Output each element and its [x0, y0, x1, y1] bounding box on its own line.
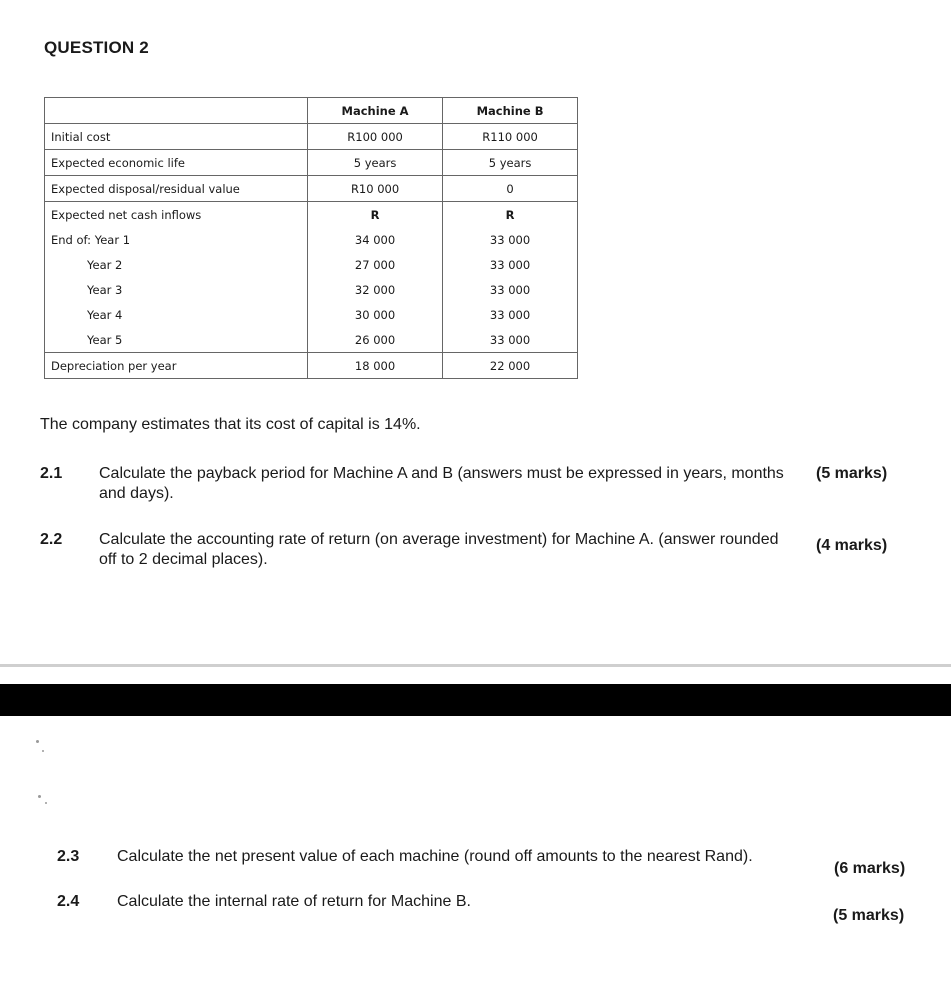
- question-item: [57, 892, 917, 922]
- machine-b-value: 33 000: [443, 302, 578, 327]
- machine-a-value: 32 000: [308, 277, 443, 302]
- question-marks: (5 marks): [833, 907, 905, 924]
- question-number: 2.2: [40, 531, 63, 548]
- table-row: [45, 150, 578, 176]
- row-label: Year 2: [45, 252, 308, 277]
- machine-b-value: 33 000: [443, 227, 578, 252]
- machine-a-value: 18 000: [308, 353, 443, 379]
- redaction-bar: [0, 684, 951, 716]
- cost-of-capital-statement: The company estimates that its cost of capital is 14%.: [40, 416, 421, 433]
- table-row: [45, 327, 578, 353]
- machine-b-value: 0: [443, 176, 578, 202]
- question-number: 2.3: [57, 848, 80, 865]
- row-label: Expected economic life: [45, 150, 308, 176]
- machine-comparison-table: [44, 97, 578, 379]
- row-label: Initial cost: [45, 124, 308, 150]
- row-label: End of: Year 1: [45, 227, 308, 252]
- table-header-row: [45, 98, 578, 124]
- machine-b-value: 33 000: [443, 252, 578, 277]
- question-marks: (6 marks): [834, 860, 906, 877]
- scan-speck: [38, 795, 41, 798]
- machine-a-value: 30 000: [308, 302, 443, 327]
- question-marks: (5 marks): [816, 465, 888, 482]
- scan-speck: [36, 740, 39, 743]
- question-marks: (4 marks): [816, 537, 888, 554]
- machine-b-value: 33 000: [443, 277, 578, 302]
- question-text: Calculate the accounting rate of return (on average investment) for Machine A. (answer rounded off to 2 decimal places).: [99, 531, 779, 568]
- question-item: [40, 530, 900, 574]
- table-row: [45, 176, 578, 202]
- machine-a-value: R: [308, 202, 443, 228]
- question-heading: QUESTION 2: [44, 38, 149, 57]
- table-row: [45, 302, 578, 327]
- scan-speck: [42, 750, 44, 752]
- machine-b-value: 22 000: [443, 353, 578, 379]
- row-label: Expected disposal/residual value: [45, 176, 308, 202]
- machine-b-value: 33 000: [443, 327, 578, 353]
- table-row: [45, 252, 578, 277]
- table-row: [45, 124, 578, 150]
- machine-a-value: 5 years: [308, 150, 443, 176]
- machine-b-value: R: [443, 202, 578, 228]
- header-machine-a: Machine A: [308, 98, 443, 124]
- question-item: [57, 847, 917, 877]
- scan-speck: [45, 802, 47, 804]
- row-label: Expected net cash inflows: [45, 202, 308, 228]
- table-row: [45, 227, 578, 252]
- row-label: Year 5: [45, 327, 308, 353]
- question-number: 2.1: [40, 465, 63, 482]
- machine-b-value: 5 years: [443, 150, 578, 176]
- page-divider: [0, 664, 951, 667]
- table-row: [45, 202, 578, 228]
- machine-a-value: 26 000: [308, 327, 443, 353]
- row-label: Year 3: [45, 277, 308, 302]
- machine-a-value: 27 000: [308, 252, 443, 277]
- machine-a-value: 34 000: [308, 227, 443, 252]
- question-text: Calculate the internal rate of return for Machine B.: [117, 893, 471, 910]
- row-label: Depreciation per year: [45, 353, 308, 379]
- table-row: [45, 277, 578, 302]
- machine-a-value: R10 000: [308, 176, 443, 202]
- table-row: [45, 353, 578, 379]
- machine-a-value: R100 000: [308, 124, 443, 150]
- header-blank: [45, 98, 308, 124]
- question-item: [40, 464, 900, 508]
- header-machine-b: Machine B: [443, 98, 578, 124]
- question-text: Calculate the payback period for Machine A and B (answers must be expressed in years, months and days).: [99, 465, 784, 502]
- question-number: 2.4: [57, 893, 80, 910]
- question-text: Calculate the net present value of each machine (round off amounts to the nearest Rand).: [117, 848, 753, 865]
- row-label: Year 4: [45, 302, 308, 327]
- machine-b-value: R110 000: [443, 124, 578, 150]
